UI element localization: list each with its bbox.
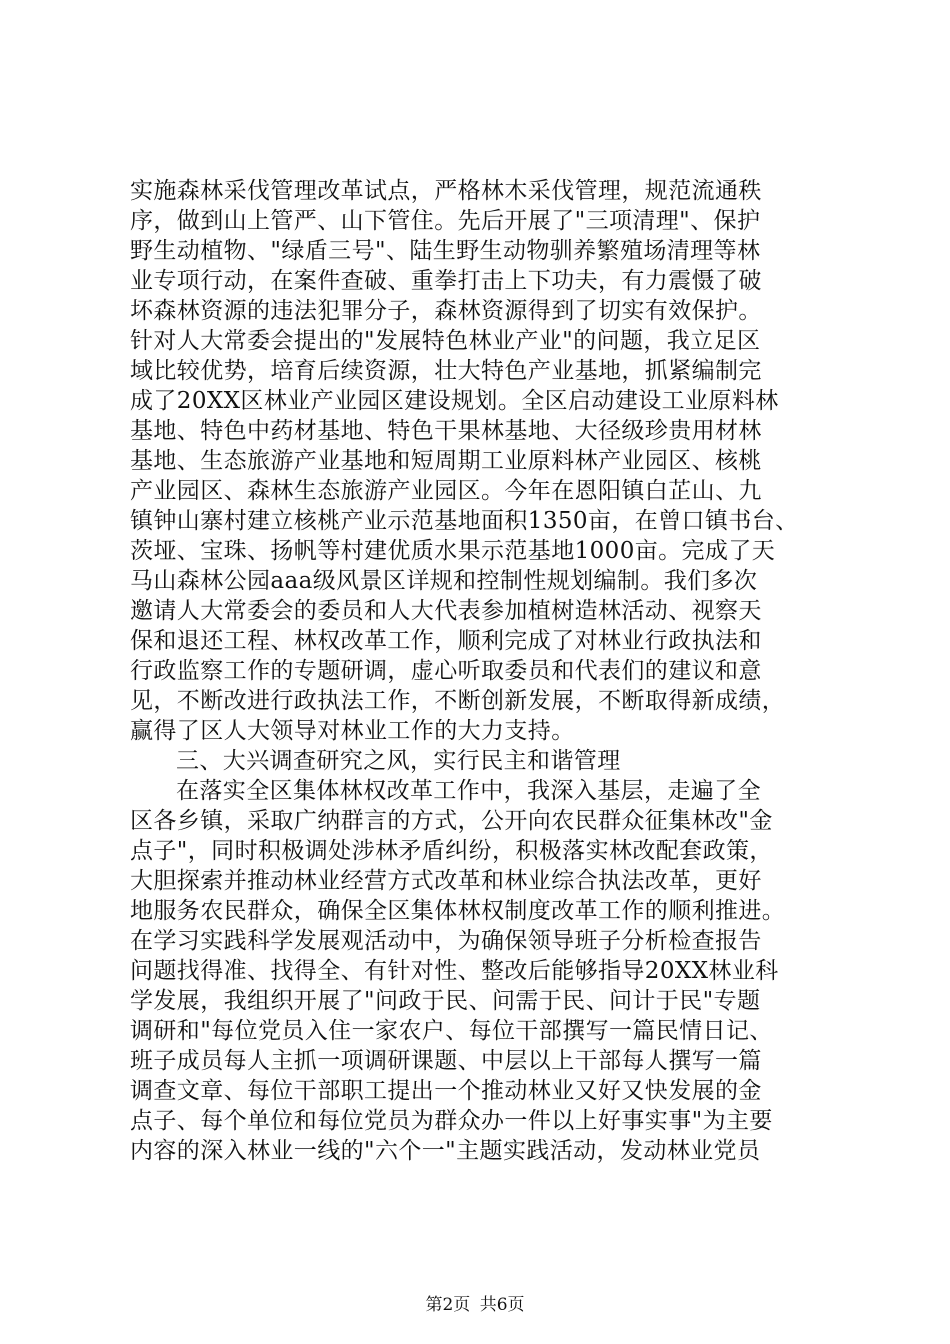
page-total: 共6页	[479, 1295, 525, 1315]
page-footer	[0, 1294, 950, 1316]
text-line: 班子成员每人主抓一项调研课题、中层以上干部每人撰写一篇	[130, 1048, 762, 1074]
text-line: 内容的深入林业一线的"六个一"主题实践活动，发动林业党员	[130, 1138, 761, 1164]
page-number: 第2页	[425, 1295, 471, 1315]
text-line: 点子"，同时积极调处涉林矛盾纠纷，积极落实林改配套政策，	[130, 838, 773, 864]
text-line: 大胆探索并推动林业经营方式改革和林业综合执法改革，更好	[130, 868, 762, 894]
text-line: 行政监察工作的专题研调，虚心听取委员和代表们的建议和意	[130, 658, 762, 684]
text-line: 域比较优势，培育后续资源，壮大特色产业基地，抓紧编制完	[130, 358, 762, 384]
text-line: 保和退还工程、林权改革工作，顺利完成了对林业行政执法和	[130, 628, 762, 654]
text-line: 产业园区、森林生态旅游产业园区。今年在恩阳镇白芷山、九	[130, 478, 762, 504]
text-line: 序，做到山上管严、山下管住。先后开展了"三项清理"、保护	[130, 208, 761, 234]
text-line: 基地、生态旅游产业基地和短周期工业原料林产业园区、核桃	[130, 448, 762, 474]
section-heading: 三、大兴调查研究之风，实行民主和谐管理	[176, 748, 621, 774]
text-line: 在落实全区集体林权改革工作中，我深入基层，走遍了全	[176, 778, 761, 804]
text-line: 马山森林公园aaa级风景区详规和控制性规划编制。我们多次	[130, 568, 758, 594]
text-line: 区各乡镇，采取广纳群言的方式，公开向农民群众征集林改"金	[130, 808, 773, 834]
text-line: 调查文章、每位干部职工提出一个推动林业又好又快发展的金	[130, 1078, 762, 1104]
text-line: 点子、每个单位和每位党员为群众办一件以上好事实事"为主要	[130, 1108, 773, 1134]
text-line: 坏森林资源的违法犯罪分子，森林资源得到了切实有效保护。	[130, 298, 762, 324]
text-line: 业专项行动，在案件查破、重拳打击上下功夫，有力震慑了破	[130, 268, 762, 294]
text-line: 问题找得准、找得全、有针对性、整改后能够指导20XX林业科	[130, 958, 779, 984]
text-line: 在学习实践科学发展观活动中，为确保领导班子分析检查报告	[130, 928, 762, 954]
text-line: 基地、特色中药材基地、特色干果林基地、大径级珍贵用材林	[130, 418, 762, 444]
text-line: 镇钟山寨村建立核桃产业示范基地面积1350亩，在曾口镇书台、	[130, 508, 799, 534]
text-line: 调研和"每位党员入住一家农户、每位干部撰写一篇民情日记、	[130, 1018, 773, 1044]
text-line: 茨垭、宝珠、扬帆等村建优质水果示范基地1000亩。完成了天	[130, 538, 776, 564]
text-line: 邀请人大常委会的委员和人大代表参加植树造林活动、视察天	[130, 598, 762, 624]
text-line: 实施森林采伐管理改革试点，严格林木采伐管理，规范流通秩	[130, 178, 762, 204]
text-line: 针对人大常委会提出的"发展特色林业产业"的问题，我立足区	[130, 328, 761, 354]
document-body	[130, 176, 830, 1166]
text-line: 地服务农民群众，确保全区集体林权制度改革工作的顺利推进。	[130, 898, 786, 924]
text-line: 成了20XX区林业产业园区建设规划。全区启动建设工业原料林	[130, 388, 779, 414]
text-line: 见，不断改进行政执法工作，不断创新发展，不断取得新成绩，	[130, 688, 786, 714]
text-line: 学发展，我组织开展了"问政于民、问需于民、问计于民"专题	[130, 988, 761, 1014]
text-line: 赢得了区人大领导对林业工作的大力支持。	[130, 718, 575, 744]
text-line: 野生动植物、"绿盾三号"、陆生野生动物驯养繁殖场清理等林	[130, 238, 761, 264]
